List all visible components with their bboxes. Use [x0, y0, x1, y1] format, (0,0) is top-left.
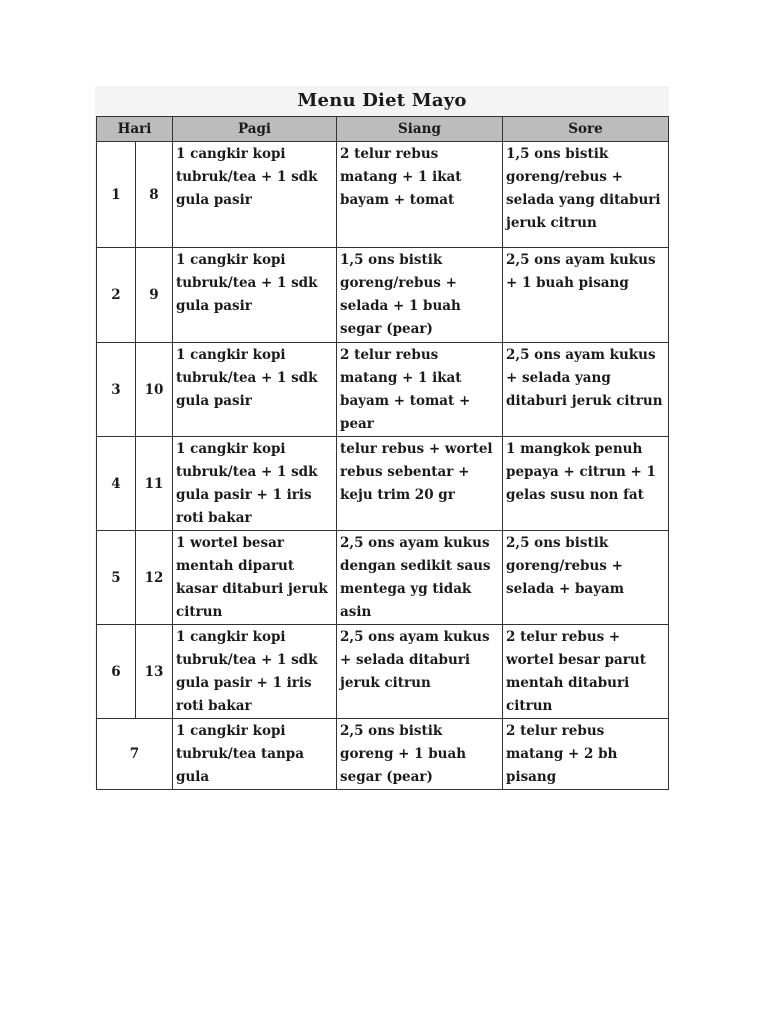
day-number: 6 — [97, 625, 136, 719]
menu-table — [96, 116, 669, 790]
table-row — [97, 437, 669, 531]
table-header-row — [97, 117, 669, 142]
pagi-text: 1 cangkir kopi tubruk/tea + 1 sdk gula pasir — [176, 252, 318, 314]
sore-cell — [503, 531, 669, 625]
pagi-text: 1 cangkir kopi tubruk/tea + 1 sdk gula pasir — [176, 347, 318, 409]
day-number: 9 — [136, 248, 173, 343]
pagi-cell — [173, 531, 337, 625]
day-number: 10 — [136, 343, 173, 437]
pagi-cell — [173, 437, 337, 531]
siang-cell — [337, 625, 503, 719]
column-header-siang: Siang — [337, 117, 503, 142]
day-number: 12 — [136, 531, 173, 625]
pagi-text: 1 cangkir kopi tubruk/tea + 1 sdk gula pasir + 1 iris roti bakar — [176, 629, 318, 714]
siang-text: 2,5 ons ayam kukus dengan sedikit saus mentega yg tidak asin — [340, 535, 491, 620]
pagi-cell — [173, 343, 337, 437]
day-number: 7 — [97, 719, 173, 790]
day-number: 2 — [97, 248, 136, 343]
day-number: 5 — [97, 531, 136, 625]
sore-cell — [503, 343, 669, 437]
siang-cell — [337, 142, 503, 248]
pagi-cell — [173, 719, 337, 790]
table-row — [97, 719, 669, 790]
sore-cell — [503, 248, 669, 343]
sore-text: 2,5 ons bistik goreng/rebus + selada + bayam — [506, 535, 625, 597]
siang-text: telur rebus + wortel rebus sebentar + keju trim 20 gr — [340, 441, 493, 503]
sore-text: 2,5 ons ayam kukus + 1 buah pisang — [506, 252, 656, 291]
pagi-text: 1 cangkir kopi tubruk/tea + 1 sdk gula pasir + 1 iris roti bakar — [176, 441, 318, 526]
table-row — [97, 531, 669, 625]
column-header-pagi: Pagi — [173, 117, 337, 142]
pagi-cell — [173, 625, 337, 719]
table-row — [97, 625, 669, 719]
pagi-text: 1 cangkir kopi tubruk/tea tanpa gula — [176, 723, 304, 785]
sore-cell — [503, 625, 669, 719]
sore-text: 1 mangkok penuh pepaya + citrun + 1 gelas susu non fat — [506, 441, 656, 503]
day-number: 3 — [97, 343, 136, 437]
sore-cell — [503, 437, 669, 531]
pagi-text: 1 wortel besar mentah diparut kasar ditaburi jeruk citrun — [176, 535, 328, 620]
day-number: 1 — [97, 142, 136, 248]
page-title: Menu Diet Mayo — [297, 90, 467, 111]
siang-text: 2 telur rebus matang + 1 ikat bayam + tomat — [340, 146, 462, 208]
sore-text: 2 telur rebus matang + 2 bh pisang — [506, 723, 618, 785]
siang-text: 2,5 ons bistik goreng + 1 buah segar (pear) — [340, 723, 467, 785]
column-header-sore: Sore — [503, 117, 669, 142]
table-row — [97, 248, 669, 343]
siang-cell — [337, 719, 503, 790]
column-header-hari: Hari — [97, 117, 173, 142]
document-block — [95, 86, 669, 790]
sore-cell — [503, 719, 669, 790]
day-number: 13 — [136, 625, 173, 719]
day-number: 4 — [97, 437, 136, 531]
sore-text: 2 telur rebus + wortel besar parut mentah ditaburi citrun — [506, 629, 646, 714]
siang-cell — [337, 531, 503, 625]
pagi-text: 1 cangkir kopi tubruk/tea + 1 sdk gula pasir — [176, 146, 318, 208]
day-number: 11 — [136, 437, 173, 531]
siang-text: 2,5 ons ayam kukus + selada ditaburi jeruk citrun — [340, 629, 490, 691]
siang-cell — [337, 437, 503, 531]
pagi-cell — [173, 248, 337, 343]
siang-text: 2 telur rebus matang + 1 ikat bayam + tomat + pear — [340, 347, 471, 432]
siang-text: 1,5 ons bistik goreng/rebus + selada + 1 buah segar (pear) — [340, 252, 461, 337]
sore-text: 2,5 ons ayam kukus + selada yang ditaburi jeruk citrun — [506, 347, 663, 409]
table-row — [97, 142, 669, 248]
pagi-cell — [173, 142, 337, 248]
table-row — [97, 343, 669, 437]
sore-cell — [503, 142, 669, 248]
day-number: 8 — [136, 142, 173, 248]
sore-text: 1,5 ons bistik goreng/rebus + selada yang ditaburi jeruk citrun — [506, 146, 661, 231]
siang-cell — [337, 248, 503, 343]
siang-cell — [337, 343, 503, 437]
